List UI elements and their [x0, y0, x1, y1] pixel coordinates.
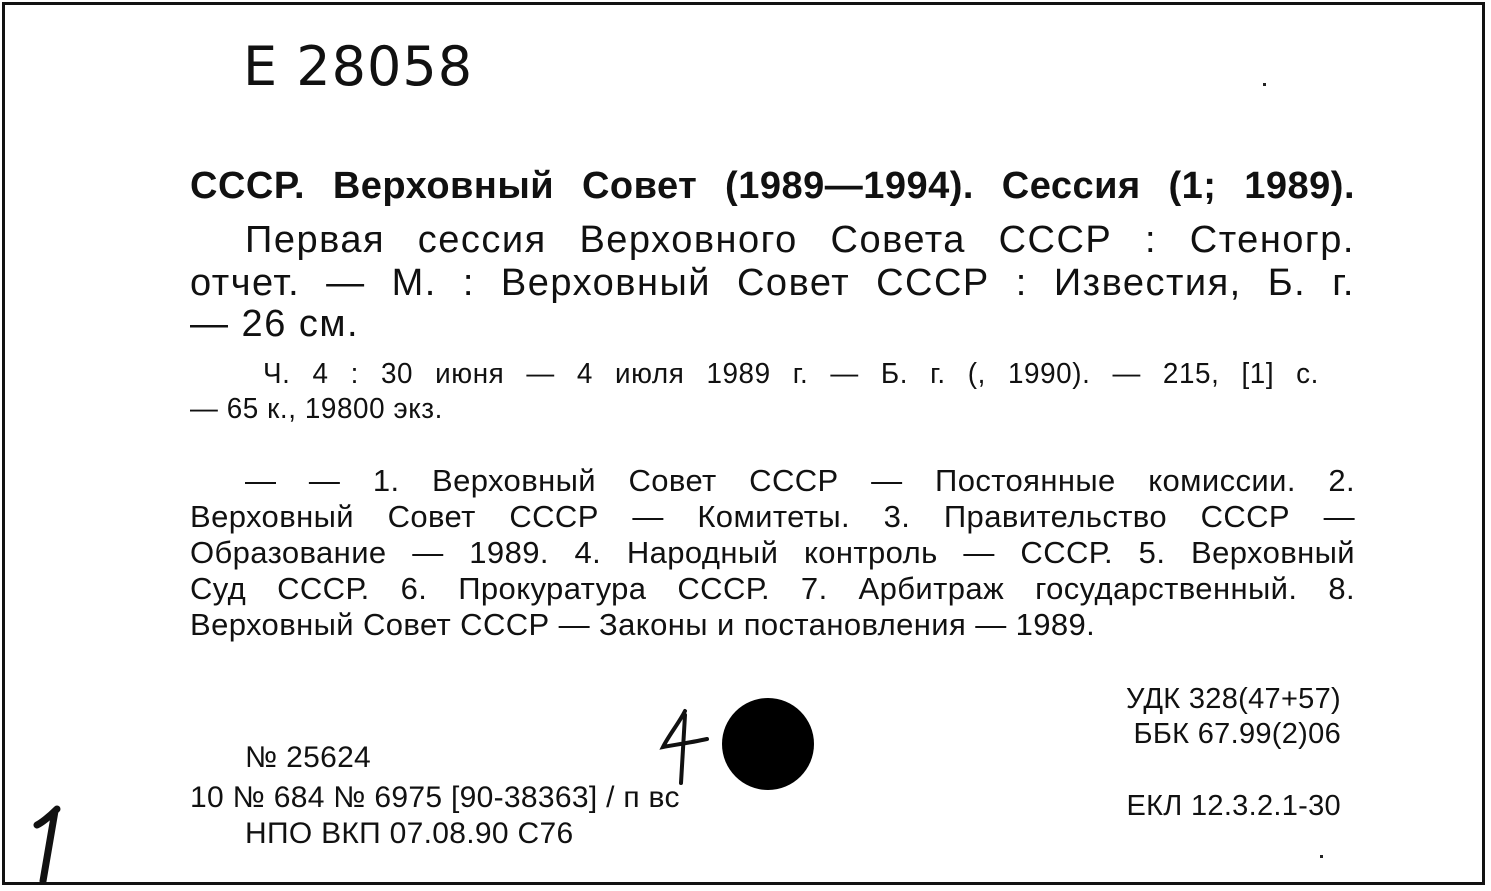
- registration-number: № 25624: [245, 741, 372, 774]
- subject-line-4: Суд СССР. 6. Прокуратура СССР. 7. Арбитраж государственный. 8.: [190, 571, 1355, 606]
- subject-line-1: — — 1. Верховный Совет СССР — Постоянные комиссии. 2.: [245, 463, 1355, 498]
- volume-line-2: — 65 к., 19800 экз.: [190, 393, 443, 425]
- order-numbers: 10 № 684 № 6975 [90-38363] / п вс: [190, 781, 680, 814]
- npo-line: НПО ВКП 07.08.90 С76: [245, 817, 574, 850]
- title-line-1: Первая сессия Верховного Совета СССР : Стеногр.: [245, 219, 1355, 261]
- title-line-3: — 26 см.: [190, 303, 360, 345]
- volume-line-1: Ч. 4 : 30 июня — 4 июля 1989 г. — Б. г. (, 1990). — 215, [1] с.: [263, 358, 1319, 390]
- card-heading: СССР. Верховный Совет (1989—1994). Сессия (1; 1989).: [190, 165, 1355, 207]
- ekl-code: ЕКЛ 12.3.2.1-30: [1126, 790, 1341, 822]
- title-line-2: отчет. — М. : Верховный Совет СССР : Известия, Б. г.: [190, 262, 1355, 304]
- handwritten-note-4: [645, 705, 725, 795]
- bbk-code: ББК 67.99(2)06: [1133, 718, 1341, 750]
- speck: [1263, 83, 1266, 86]
- punch-hole: [722, 698, 814, 790]
- subject-line-5: Верховный Совет СССР — Законы и постановления — 1989.: [190, 607, 1096, 642]
- catalog-card: [2, 2, 1485, 885]
- handwritten-tick-mark: [27, 805, 67, 885]
- subject-line-2: Верховный Совет СССР — Комитеты. 3. Правительство СССР —: [190, 499, 1355, 534]
- subject-line-3: Образование — 1989. 4. Народный контроль — СССР. 5. Верховный: [190, 535, 1355, 570]
- inventory-number: Е 28058: [243, 35, 474, 98]
- udk-code: УДК 328(47+57): [1125, 683, 1341, 715]
- speck: [1320, 855, 1323, 858]
